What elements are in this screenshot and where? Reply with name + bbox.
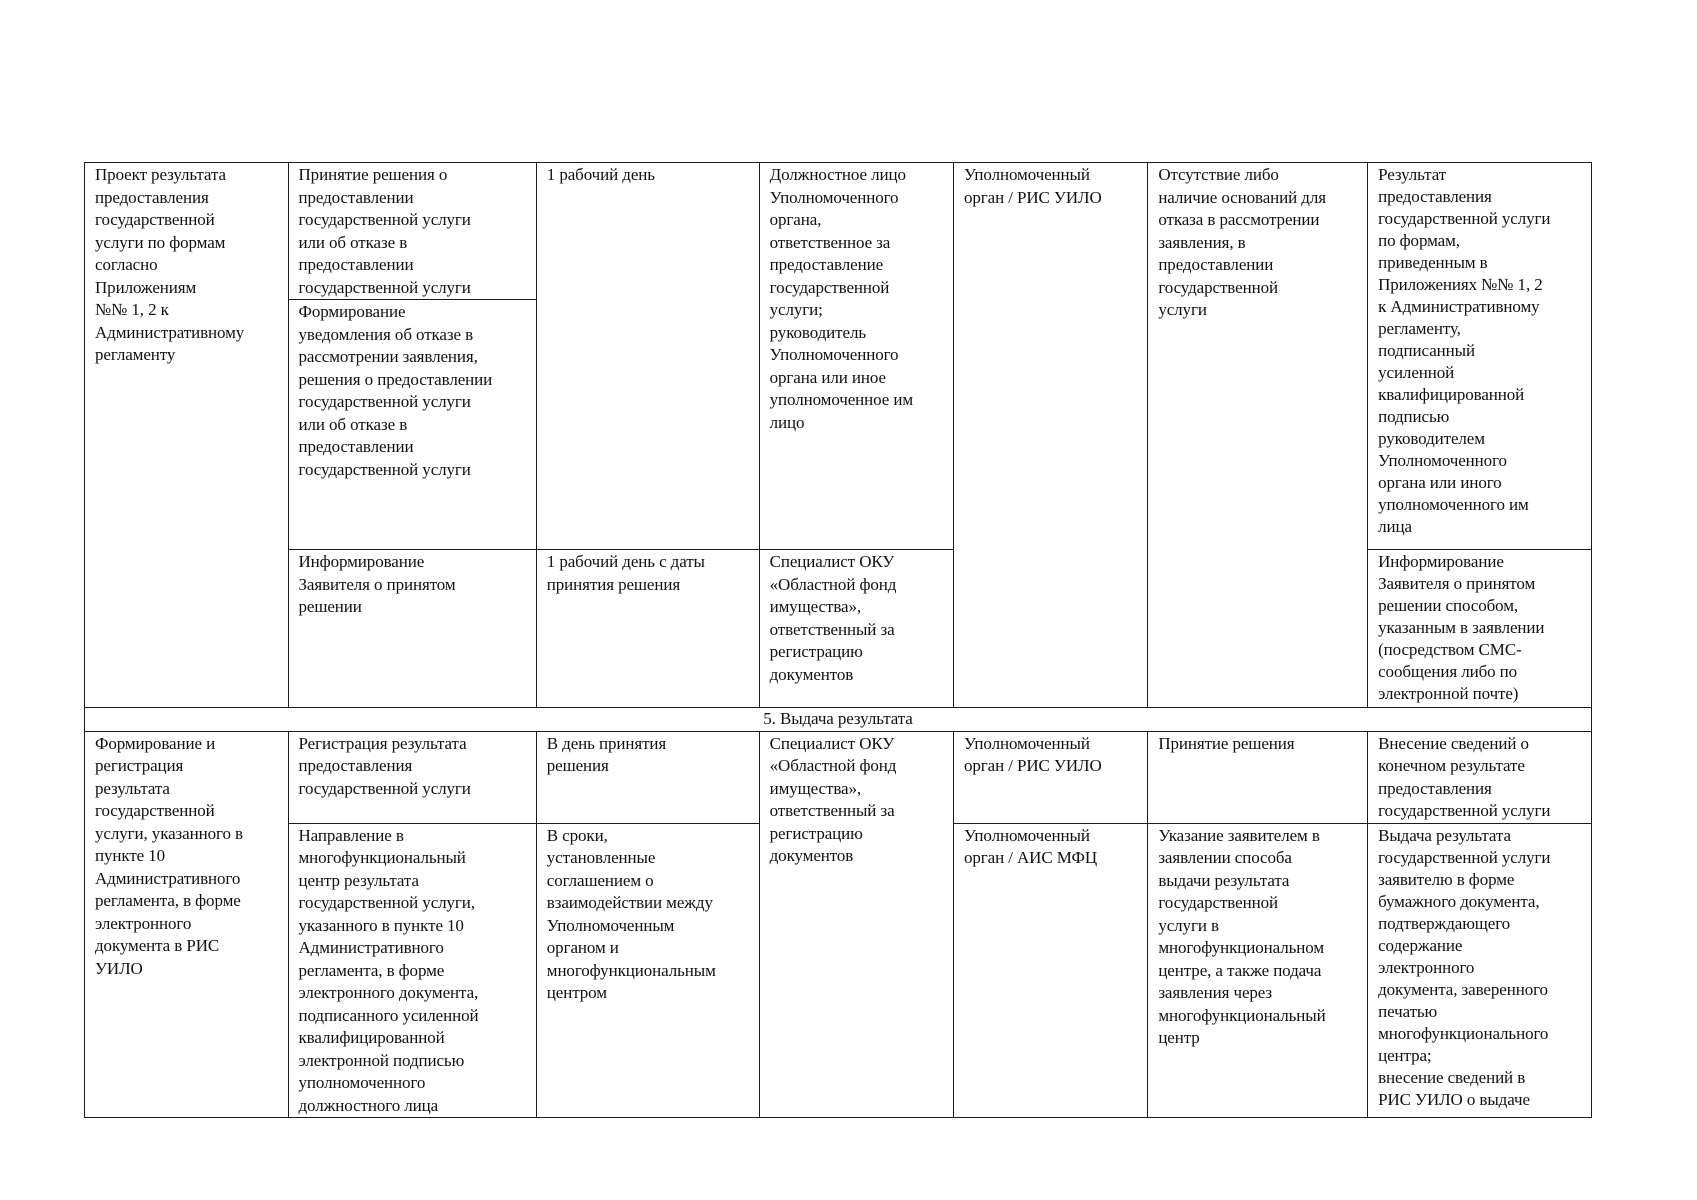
table-cell-term: В день принятия решения <box>536 731 759 823</box>
table-cell-action: Формирование уведомления об отказе в рассмотрении заявления, решения о предоставлении государственной услуги или об отказе в предоставлении государственной услуги <box>288 300 536 550</box>
table-row <box>85 163 1592 300</box>
section-heading: 5. Выдача результата <box>85 708 1592 732</box>
table-cell-system: Уполномоченный орган / РИС УИЛО <box>953 163 1147 708</box>
table-row <box>85 731 1592 823</box>
table-cell-term: 1 рабочий день с даты принятия решения <box>536 550 759 708</box>
table-cell-result: Выдача результата государственной услуги заявителю в форме бумажного документа, подтверждающего содержание электронного документа, заверенного печатью многофункционального центра; внесение сведений в РИС УИЛО о выдаче <box>1368 823 1592 1118</box>
table-cell-system: Уполномоченный орган / РИС УИЛО <box>953 731 1147 823</box>
table-cell-result: Внесение сведений о конечном результате предоставления государственной услуги <box>1368 731 1592 823</box>
table-cell-term: В сроки, установленные соглашением о взаимодействии между Уполномоченным органом и многофункциональным центром <box>536 823 759 1118</box>
table-row <box>85 708 1592 732</box>
table-cell-responsible: Специалист ОКУ «Областной фонд имущества», ответственный за регистрацию документов <box>759 731 953 1118</box>
table-cell-result: Информирование Заявителя о принятом решении способом, указанным в заявлении (посредством СМС- сообщения либо по электронной почте) <box>1368 550 1592 708</box>
table-cell-criteria: Отсутствие либо наличие оснований для отказа в рассмотрении заявления, в предоставлении государственной услуги <box>1148 163 1368 708</box>
table-cell-responsible: Должностное лицо Уполномоченного органа, ответственное за предоставление государственной услуги; руководитель Уполномоченного органа или иное уполномоченное им лицо <box>759 163 953 550</box>
table-cell-action: Направление в многофункциональный центр результата государственной услуги, указанного в пункте 10 Административного регламента, в форме электронного документа, подписанного усиленной квалифицированной электронной подписью уполномоченного должностного лица <box>288 823 536 1118</box>
table-cell-criteria: Указание заявителем в заявлении способа выдачи результата государственной услуги в многофункциональном центре, а также подача заявления через многофункциональный центр <box>1148 823 1368 1118</box>
table-cell-action: Принятие решения о предоставлении государственной услуги или об отказе в предоставлении государственной услуги <box>288 163 536 300</box>
table-cell-action: Информирование Заявителя о принятом решении <box>288 550 536 708</box>
table-cell-result: Результат предоставления государственной услуги по формам, приведенным в Приложениях №№ 1, 2 к Административному регламенту, подписанный усиленной квалифицированной подписью руководителем Уполномоченного органа или иного уполномоченного им лица <box>1368 163 1592 550</box>
table-cell-responsible: Специалист ОКУ «Областной фонд имущества», ответственный за регистрацию документов <box>759 550 953 708</box>
table-cell-step-result: Формирование и регистрация результата государственной услуги, указанного в пункте 10 Административного регламента, в форме электронного документа в РИС УИЛО <box>85 731 289 1118</box>
procedure-table <box>84 162 1592 1118</box>
table-cell-system: Уполномоченный орган / АИС МФЦ <box>953 823 1147 1118</box>
table-cell-criteria: Принятие решения <box>1148 731 1368 823</box>
table-cell-step-result: Проект результата предоставления государственной услуги по формам согласно Приложениям №№ 1, 2 к Административному регламенту <box>85 163 289 708</box>
table-cell-term: 1 рабочий день <box>536 163 759 550</box>
table-cell-action: Регистрация результата предоставления государственной услуги <box>288 731 536 823</box>
